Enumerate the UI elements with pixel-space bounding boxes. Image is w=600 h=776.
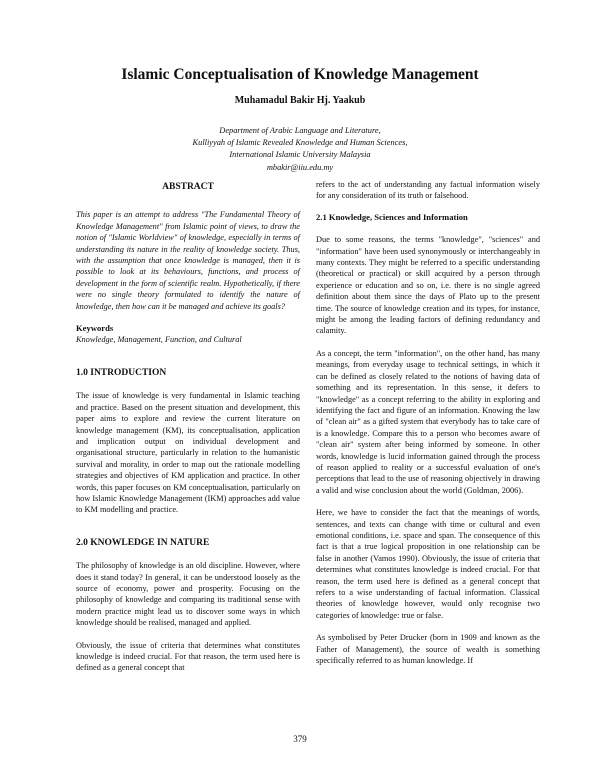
paper-title: Islamic Conceptualisation of Knowledge Management xyxy=(121,66,479,83)
abstract-heading: ABSTRACT xyxy=(162,182,214,192)
keywords-heading: Keywords xyxy=(76,323,114,334)
body-paragraph: As symbolised by Peter Drucker (born in 1909 and known as the Father of Management), the source of wealth is something specifically referred to as human knowledge. If xyxy=(316,633,540,666)
affiliation-line: International Islamic University Malaysia xyxy=(229,150,371,160)
left-column xyxy=(76,180,300,676)
body-paragraph: Obviously, the issue of criteria that determines what constitutes knowledge is indeed crucial. For that reason, the term used here is defined as a general concept that xyxy=(76,640,300,673)
abstract-text: This paper is an attempt to address "The Fundamental Theory of Knowledge Management" from Islamic point of views, to draw the notion of "Islamic Worldview" of knowledge, especially in terms of understanding its nature in the reality of knowledge society. Thus, with the assumption that once knowledge is managed, then it is possible to look at its behaviours, functions, and process of development in the form of scientific realm. Hypothetically, if there were no single theory formulated to identify the nature of knowledge, then how can it be managed and achieve its goals? xyxy=(76,210,300,311)
body-paragraph: As a concept, the term "information", on the other hand, has many meanings, from everyday usage to technical settings, in which it can be defined as closely related to the notions of having data of something and its representation. In this sense, it defers to "knowledge" as a concept referring to the ability in exploring and identifying the fact and figure of an information. Knowing the law of "clean air" as a gifted system that everybody has to take care of is a knowledge. Compare this to a person who becomes aware of "clean air" system after being informed by someone. In other words, knowledge is lucid information gained through the process of reason applied to reality or a successful evaluation of one's perceptions that lead to the use of reasoning objectively in drawing a valid and wise conclusion about the world (Goldman, 2006). xyxy=(316,348,540,495)
affiliation-block xyxy=(0,125,600,174)
author-email: mbakir@iiu.edu.my xyxy=(266,162,334,172)
affiliation-line: Department of Arabic Language and Literature, xyxy=(219,126,381,135)
body-paragraph: The philosophy of knowledge is an old discipline. However, where does it stand today? In general, it can be understood loosely as the source of economy, power and prosperity. Focusing on the philosophy of knowledge and comparing its traditional sense with modern practice might lead us to discover some ways in which knowledge should be realised, managed and applied. xyxy=(76,561,300,628)
author-name: Muhamadul Bakir Hj. Yaakub xyxy=(234,95,366,106)
section-heading-introduction: 1.0 INTRODUCTION xyxy=(76,367,167,378)
body-paragraph: The issue of knowledge is very fundamental in Islamic teaching and practice. Based on the present situation and development, this paper aims to explore and review the current literature on knowledge management (KM), its conceptualisation, application and implication output on individual development and organisational structure, particularly in relation to the humanistic survival and morality, in order to map out the rationale modelling strategies and objectives of KM application and practice. In other words, this paper focuses on KM conceptualisation, particularly on how Islamic Knowledge Management (IKM) approaches add value to KM modelling and practice. xyxy=(76,391,300,515)
section-heading-knowledge-in-nature: 2.0 KNOWLEDGE IN NATURE xyxy=(76,537,210,548)
body-paragraph-continued: refers to the act of understanding any factual information wisely for any consideration of its truth or falsehood. xyxy=(316,180,540,201)
body-paragraph: Due to some reasons, the terms "knowledge", "sciences" and "information" have been used synonymously or interchangeably in many contexts. They might be referred to a specific understanding (theoretical or practical) or skill acquired by a person through experience or education and so on, i.e. there is no single agreed definition about them since the days of Plato up to the present time. The source of knowledge creation and its types, for instance, might be among the leading factors of defining redundancy and calamity. xyxy=(316,235,540,336)
body-paragraph: Here, we have to consider the fact that the meanings of words, sentences, and texts can change with time or cultural and even emotional conditions, i.e. space and span. The consequence of this fact is that a true logical proposition in one relationship can be false in another (Vamos 1990). Obviously, the issue of criteria that determines what constitutes knowledge is indeed crucial. For that reason, the term used here is defined as a general concept that refers to a wise understanding of factual information. Classical theories of knowledge however, would only recognise two categories of knowledge: true or false. xyxy=(316,508,540,620)
keywords-text: Knowledge, Management, Function, and Cultural xyxy=(76,335,242,345)
affiliation-line: Kulliyyah of Islamic Revealed Knowledge and Human Sciences, xyxy=(192,138,408,148)
subsection-heading: 2.1 Knowledge, Sciences and Information xyxy=(316,211,468,222)
right-column xyxy=(316,179,540,668)
page-number: 379 xyxy=(293,734,307,744)
